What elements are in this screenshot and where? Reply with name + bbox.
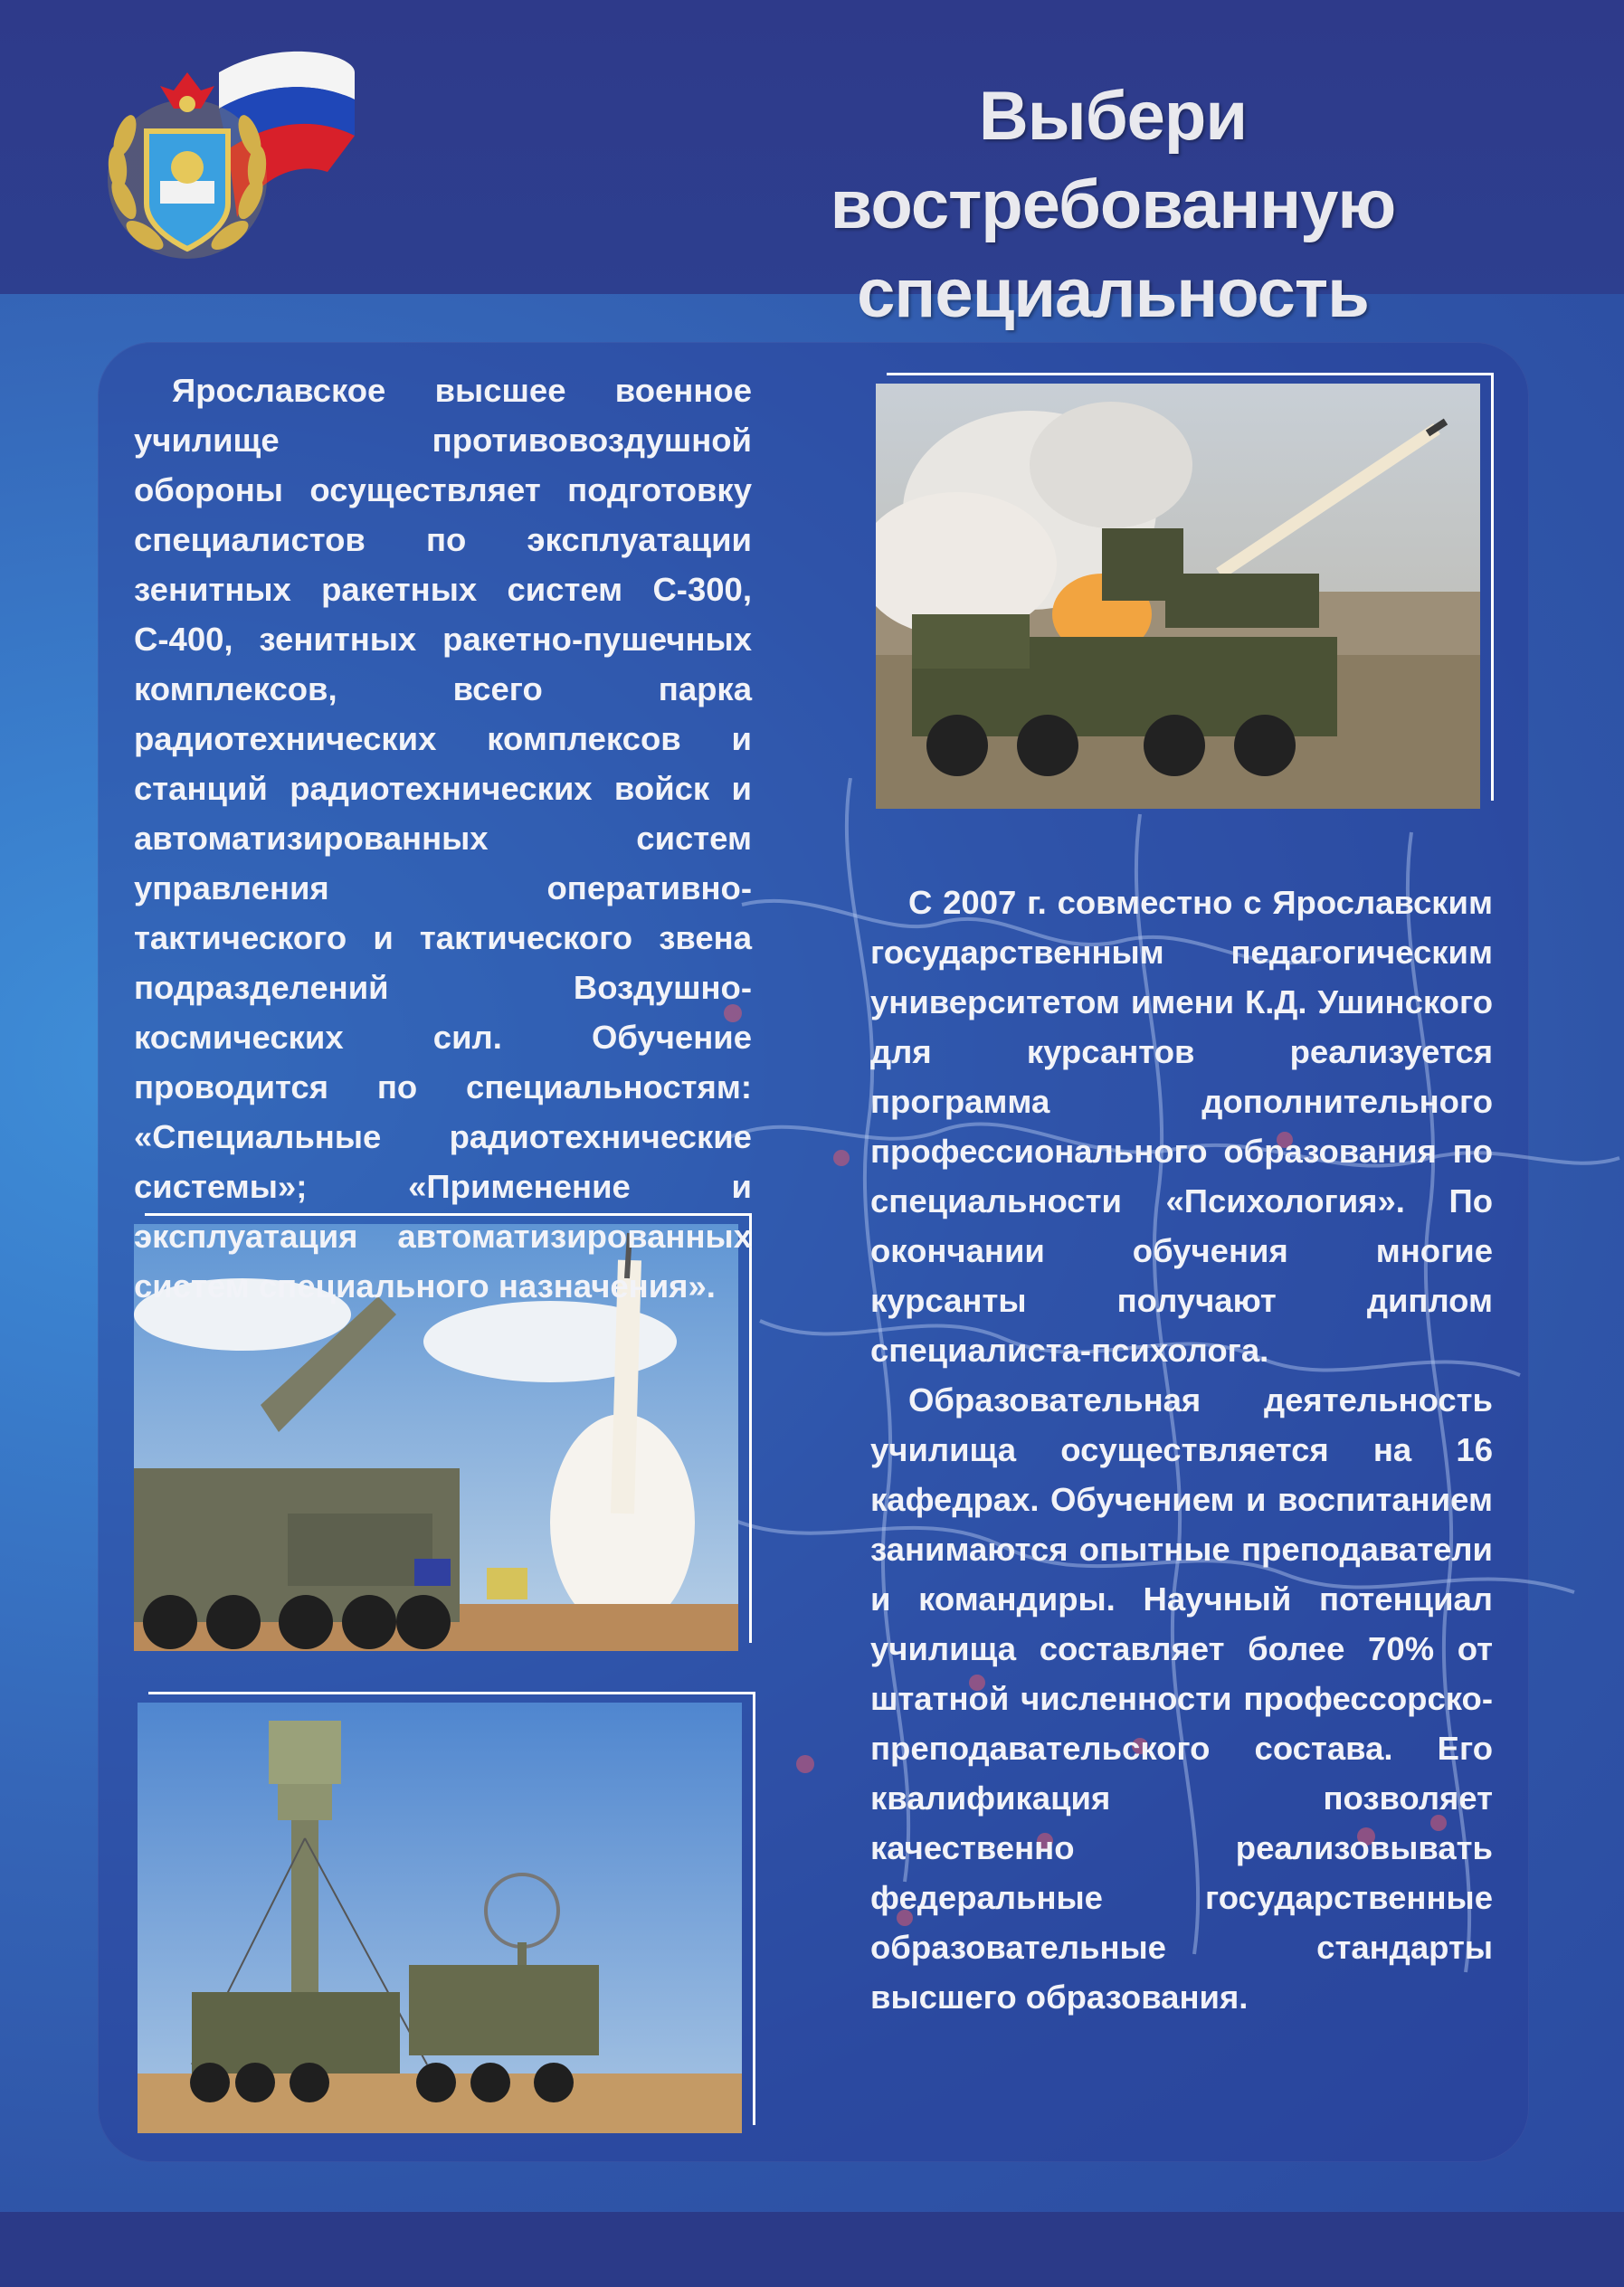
photo-radar-station bbox=[138, 1703, 742, 2133]
page-title bbox=[706, 72, 1520, 338]
left-text-block bbox=[134, 365, 752, 1311]
right-text-block bbox=[870, 878, 1493, 2022]
title-line-2: специальность bbox=[857, 255, 1369, 332]
emblem-icon bbox=[83, 36, 445, 280]
right-paragraph-1: С 2007 г. совместно с Ярославским государственным педагогическим университетом имени К.Д. Ушинского для курсантов реализуется программа дополнительного профессионального образования по специальности «Психология». По окончании обучения многие курсанты получают диплом специалиста-психолога. bbox=[870, 884, 1493, 1369]
right-paragraph-2: Образовательная деятельность училища осуществляется на 16 кафедрах. Обучением и воспитанием занимаются опытные преподаватели и командиры. Научный потенциал училища составляет более 70% от штатной численности профессорско-преподавательского состава. Его квалификация позволяет качественно реализовывать федеральные государственные образовательные стандарты высшего образования. bbox=[870, 1381, 1493, 2016]
footer-band bbox=[0, 2212, 1624, 2287]
title-line-1: Выбери востребованную bbox=[830, 78, 1396, 243]
photo-pantsir-launch bbox=[876, 384, 1480, 809]
left-paragraph: Ярославское высшее военное училище противовоздушной обороны осуществляет подготовку специалистов по эксплуатации зенитных ракетных систем С-300, С-400, зенитных ракетно-пушечных комплексов, всего парка радиотехнических комплексов и станций радиотехнических войск и автоматизированных систем управления оперативно-тактического и тактического звена подразделений Воздушно-космических сил. Обучение проводится по специальностям: «Специальные радиотехнические системы»; «Применение и эксплуатация автоматизированных систем специального назначения». bbox=[134, 372, 752, 1305]
